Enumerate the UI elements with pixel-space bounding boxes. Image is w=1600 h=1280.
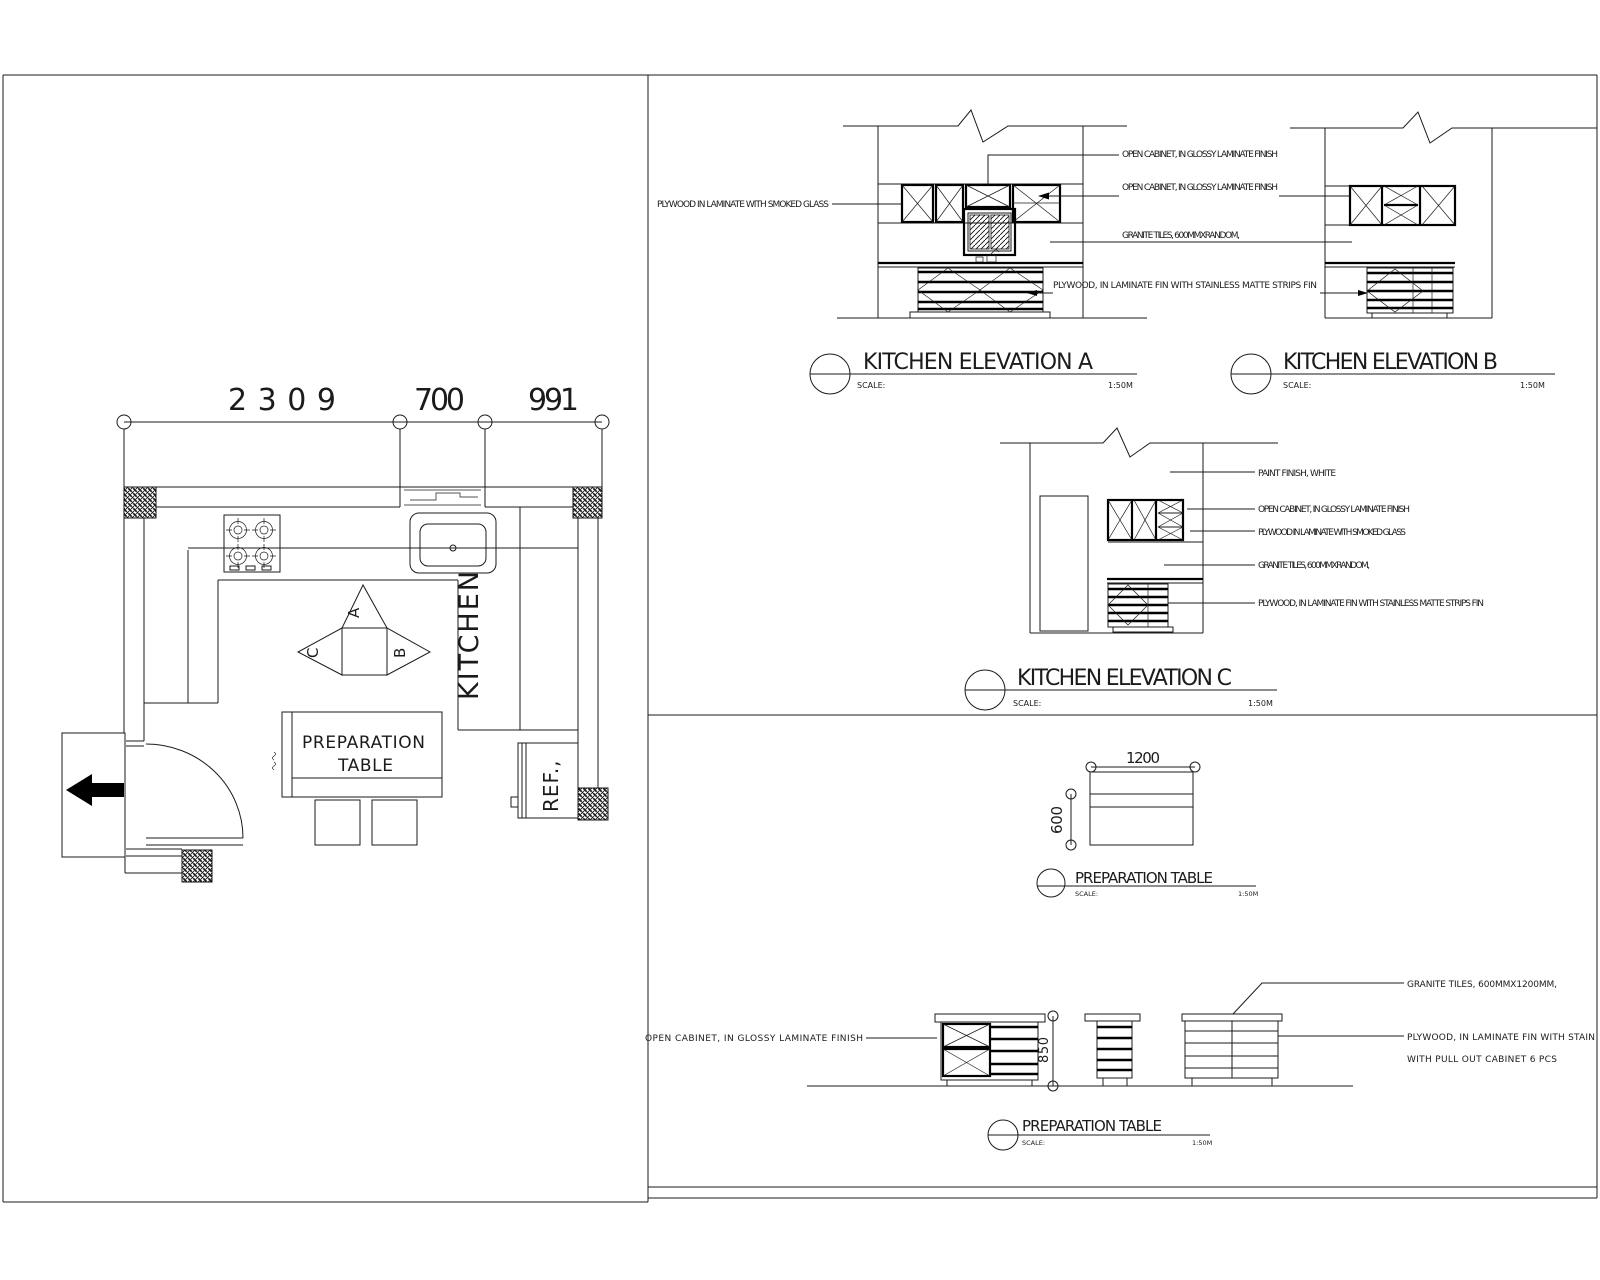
elev-c-title-text: KITCHEN ELEVATION C [1017,666,1232,691]
prep-plan-dim-1200: 1200 [1126,749,1160,767]
break-marks [273,752,276,770]
prep-elev-label-open: OPEN CABINET, IN GLOSSY LAMINATE FINISH [645,1034,863,1044]
prep-elev-title-text: PREPARATION TABLE [1022,1117,1162,1135]
elev-b-title [1231,350,1555,394]
elev-c-upper-cabinets [1108,500,1183,540]
elev-c-label-plywood-strips: PLYWOOD, IN LAMINATE FIN WITH STAINLESS MATTE STRIPS FIN [1258,599,1484,609]
prep-table-elevation-detail [645,980,1595,1150]
prep-elev-title [988,1117,1212,1150]
elev-c-label-paint: PAINT FINISH, WHITE [1258,469,1336,479]
prep-elev-scale-label: SCALE: [1022,1139,1046,1147]
plan-dim-700: 700 [414,383,469,418]
prep-elev-dim-850-text: 850 [1037,1037,1052,1063]
ref-label: REF., [539,759,563,812]
elev-b-scale-value: 1:50M [1520,381,1545,390]
elev-a-scale-value: 1:50M [1108,381,1133,390]
refrigerator [511,743,578,818]
elev-b-counter [1325,263,1455,267]
entry-arrow-icon [66,774,124,806]
sink [410,513,496,573]
elev-c-base-cabinet [1108,584,1173,632]
label-plywood-strips: PLYWOOD, IN LAMINATE FIN WITH STAINLESS MATTE STRIPS FIN [1053,281,1317,291]
prep-table-plan-symbol [273,712,443,797]
elev-c-label-granite: GRANITE TILES, 600MMXRANDOM, [1258,561,1370,571]
marker-a-label: A [345,607,363,618]
elev-a-window [964,209,1015,255]
prep-plan-title [1037,869,1258,898]
prep-elev-scale-value: 1:50M [1192,1139,1213,1147]
stools [315,800,417,845]
prep-elev-cabinet-1 [935,1014,1045,1086]
elev-b-base-cabinet [1367,268,1453,318]
label-granite: GRANITE TILES, 600MMXRANDOM, [1122,231,1240,241]
prep-elev-label-plywood-2: WITH PULL OUT CABINET 6 PCS [1407,1055,1557,1065]
plan-window [404,490,481,505]
elev-a-title-text: KITCHEN ELEVATION A [863,350,1093,375]
elev-c-label-open: OPEN CABINET, IN GLOSSY LAMINATE FINISH [1258,505,1410,515]
elev-b-upper-cabinets [1350,186,1455,225]
prep-plan-title-text: PREPARATION TABLE [1075,869,1213,887]
stove-knobs [230,566,271,570]
marker-b-label: B [391,647,409,658]
prep-table-label-2: TABLE [338,756,394,776]
prep-plan-scale-value: 1:50M [1238,890,1259,898]
elevation-c [965,428,1484,710]
elev-c-counter [1107,579,1203,583]
elev-b-title-text: KITCHEN ELEVATION B [1283,350,1498,375]
prep-plan-dim-600: 600 [1048,806,1066,834]
plan-wall-columns [124,487,608,882]
elev-c-title [965,666,1277,710]
prep-plan-scale-label: SCALE: [1075,890,1099,898]
elev-a-scale-label: SCALE: [857,381,886,390]
elev-a-smoked-glass-label: PLYWOOD IN LAMINATE WITH SMOKED GLASS [657,200,829,210]
elev-b-scale-label: SCALE: [1283,381,1312,390]
prep-table-plan-detail [1037,749,1258,898]
prep-table-label-1: PREPARATION [302,733,426,753]
marker-c-label: C [304,647,322,658]
prep-elev-label-plywood-1: PLYWOOD, IN LAMINATE FIN WITH STAIN [1407,1033,1595,1043]
kitchen-room-label: KITCHEN [454,569,485,700]
plan-dim-2309: 2309 [228,383,340,418]
plan-dim-991: 991 [528,383,583,418]
elev-c-label-smoked-glass: PLYWOOD IN LAMINATE WITH SMOKED GLASS [1258,528,1406,538]
label-open-cabinet-2: OPEN CABINET, IN GLOSSY LAMINATE FINISH [1122,183,1278,193]
floor-plan [62,383,609,882]
plan-dimension-line [117,415,609,507]
elev-a-counter [878,263,1083,267]
entry-door [62,733,243,873]
stove [224,515,280,572]
sheet-borders [3,75,1597,1202]
label-open-cabinet-1: OPEN CABINET, IN GLOSSY LAMINATE FINISH [1122,150,1278,160]
elev-c-scale-value: 1:50M [1248,699,1273,708]
prep-elev-label-granite: GRANITE TILES, 600MMX1200MM, [1407,980,1557,990]
elev-a-title [810,350,1137,394]
elevation-b [1290,112,1597,318]
elev-c-scale-label: SCALE: [1013,699,1042,708]
prep-elev-cabinet-3 [1182,1014,1282,1086]
elevation-markers [298,585,430,675]
prep-elev-cabinet-2 [1085,1014,1140,1086]
